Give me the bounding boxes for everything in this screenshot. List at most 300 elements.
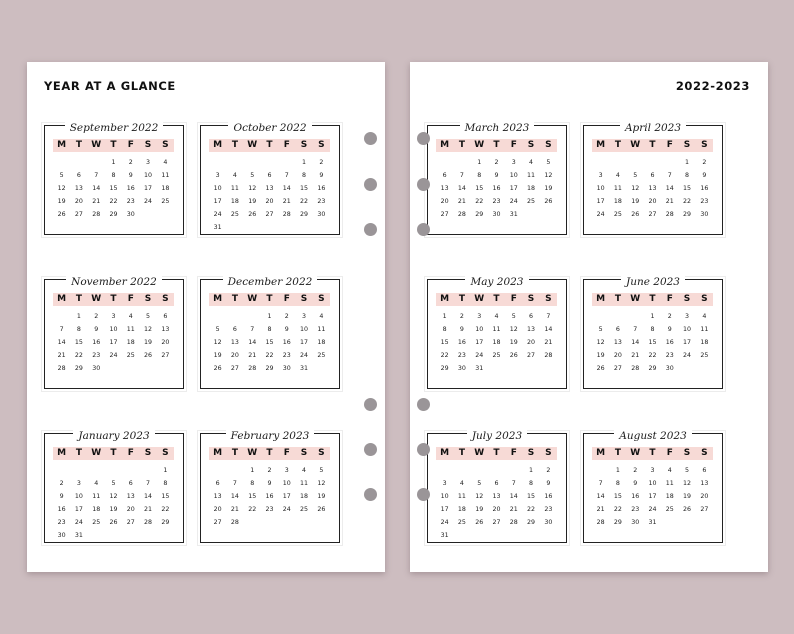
day-cell: 24 [475,352,484,359]
weekday-header [436,139,557,152]
empty-day-cell [436,156,453,169]
day-cell: 6 [163,313,168,320]
month-title [44,119,184,135]
month-name: April 2023 [620,122,686,134]
day-grid [592,310,713,375]
day-cell: 14 [230,493,239,500]
day-cell: 15 [265,339,274,346]
weekday-label: T [231,294,238,304]
month-name: March 2023 [460,122,535,134]
day-cell: 9 [494,172,499,179]
empty-day-cell [53,310,70,323]
day-cell: 24 [683,352,692,359]
month-calendar [200,273,340,387]
day-cell: 20 [126,506,135,513]
empty-day-cell [436,464,453,477]
weekday-label: S [318,294,325,304]
empty-day-cell [53,464,70,477]
day-cell: 14 [248,339,257,346]
day-cell: 26 [475,519,484,526]
day-cell: 1 [163,467,168,474]
day-cell: 24 [596,211,605,218]
day-cell: 18 [126,339,135,346]
day-cell: 13 [265,185,274,192]
day-cell: 5 [546,159,551,166]
day-cell: 20 [648,198,657,205]
day-cell: 19 [631,198,640,205]
day-cell: 20 [440,198,449,205]
weekday-label: S [545,140,552,150]
day-cell: 13 [213,493,222,500]
weekday-label: F [666,294,673,304]
day-cell: 10 [109,326,118,333]
day-cell: 5 [685,467,690,474]
day-cell: 28 [282,211,291,218]
day-cell: 7 [284,172,289,179]
day-cell: 16 [282,339,291,346]
weekday-label: T [614,294,621,304]
day-cell: 28 [57,365,66,372]
weekday-label: S [701,448,708,458]
day-cell: 13 [527,326,536,333]
day-cell: 10 [300,326,309,333]
day-cell: 9 [319,172,324,179]
day-cell: 18 [92,506,101,513]
month-calendar [427,119,567,233]
day-cell: 25 [317,352,326,359]
day-cell: 5 [111,480,116,487]
day-cell: 11 [230,185,239,192]
weekday-label: W [247,448,258,458]
day-grid [436,310,557,375]
day-cell: 4 [615,172,620,179]
day-cell: 15 [161,493,170,500]
day-grid [209,156,330,234]
month-name: October 2022 [228,122,311,134]
day-cell: 15 [527,493,536,500]
month-name: January 2023 [73,430,154,442]
day-cell: 29 [648,365,657,372]
day-cell: 3 [685,313,690,320]
day-cell: 1 [529,467,534,474]
month-title [427,427,567,443]
weekday-label: S [545,448,552,458]
weekday-label: M [596,294,606,304]
weekday-label: M [440,140,450,150]
day-cell: 4 [459,480,464,487]
day-cell: 31 [648,519,657,526]
day-cell: 8 [529,480,534,487]
day-cell: 25 [492,352,501,359]
day-cell: 27 [648,211,657,218]
day-cell: 13 [648,185,657,192]
weekday-label: W [630,140,641,150]
empty-day-cell [70,156,87,169]
day-cell: 20 [700,493,709,500]
weekday-label: S [527,448,535,458]
binder-hole [417,488,430,501]
day-cell: 29 [109,211,118,218]
day-cell: 22 [161,506,170,513]
day-cell: 24 [144,198,153,205]
day-cell: 9 [459,326,464,333]
weekday-label: T [614,140,621,150]
weekday-label: M [440,448,450,458]
weekday-header [592,293,713,306]
right-planner-page [410,62,768,572]
day-cell: 3 [650,467,655,474]
empty-day-cell [209,310,226,323]
day-cell: 7 [511,480,516,487]
day-cell: 24 [109,352,118,359]
day-cell: 28 [230,519,239,526]
day-cell: 11 [700,326,709,333]
month-title [583,427,723,443]
day-cell: 24 [213,211,222,218]
day-grid [436,464,557,542]
day-cell: 13 [126,493,135,500]
day-grid [53,156,174,221]
empty-day-cell [592,464,609,477]
day-cell: 5 [146,313,151,320]
day-cell: 4 [302,467,307,474]
day-cell: 1 [111,159,116,166]
weekday-label: W [91,448,102,458]
day-cell: 26 [144,352,153,359]
weekday-label: M [213,140,223,150]
day-cell: 11 [527,172,536,179]
day-cell: 8 [111,172,116,179]
day-cell: 10 [683,326,692,333]
weekday-label: S [683,294,691,304]
day-cell: 25 [457,519,466,526]
day-cell: 26 [248,211,257,218]
month-name: August 2023 [614,430,692,442]
day-cell: 21 [92,198,101,205]
day-cell: 9 [667,326,672,333]
day-cell: 4 [702,313,707,320]
day-cell: 18 [665,493,674,500]
day-cell: 23 [631,506,640,513]
empty-day-cell [471,464,488,477]
day-cell: 25 [613,211,622,218]
day-cell: 22 [265,352,274,359]
day-cell: 7 [667,172,672,179]
day-cell: 2 [633,467,638,474]
weekday-header [53,447,174,460]
day-grid [53,310,174,375]
weekday-header [209,139,330,152]
day-cell: 17 [74,506,83,513]
day-cell: 4 [232,172,237,179]
weekday-label: S [162,140,169,150]
day-cell: 19 [544,185,553,192]
day-cell: 29 [683,211,692,218]
empty-day-cell [226,156,243,169]
weekday-label: S [527,140,535,150]
empty-day-cell [488,464,505,477]
day-cell: 5 [633,172,638,179]
day-cell: 9 [267,480,272,487]
weekday-label: T [458,448,465,458]
empty-day-cell [505,464,522,477]
weekday-label: W [474,294,485,304]
day-cell: 3 [511,159,516,166]
day-cell: 5 [598,326,603,333]
weekday-label: S [527,294,535,304]
day-cell: 20 [213,506,222,513]
day-cell: 13 [492,493,501,500]
day-cell: 21 [596,506,605,513]
day-cell: 6 [650,172,655,179]
day-cell: 30 [282,365,291,372]
empty-day-cell [209,156,226,169]
day-cell: 15 [613,493,622,500]
month-title [200,119,340,135]
empty-day-cell [453,156,470,169]
weekday-label: T [649,448,656,458]
day-cell: 23 [265,506,274,513]
day-cell: 7 [94,172,99,179]
day-cell: 6 [267,172,272,179]
day-cell: 27 [613,365,622,372]
day-cell: 30 [665,365,674,372]
day-cell: 25 [665,506,674,513]
weekday-label: T [493,448,500,458]
day-cell: 17 [509,185,518,192]
day-cell: 27 [126,519,135,526]
day-cell: 26 [213,365,222,372]
day-cell: 16 [700,185,709,192]
day-cell: 25 [230,211,239,218]
binder-hole [364,443,377,456]
weekday-label: T [110,294,117,304]
month-name: September 2022 [65,122,164,134]
empty-day-cell [122,464,139,477]
day-cell: 28 [457,211,466,218]
day-cell: 19 [683,493,692,500]
day-cell: 9 [94,326,99,333]
weekday-label: S [162,448,169,458]
day-cell: 27 [161,352,170,359]
empty-day-cell [105,464,122,477]
binder-hole [417,443,430,456]
day-cell: 12 [213,339,222,346]
day-cell: 23 [492,198,501,205]
day-cell: 14 [282,185,291,192]
day-cell: 20 [161,339,170,346]
day-cell: 11 [613,185,622,192]
day-cell: 28 [248,365,257,372]
day-cell: 26 [596,365,605,372]
day-cell: 20 [492,506,501,513]
weekday-label: T [75,294,82,304]
month-name: December 2022 [223,276,318,288]
weekday-label: F [127,140,134,150]
weekday-label: F [283,140,290,150]
binder-hole [364,398,377,411]
day-cell: 6 [232,326,237,333]
day-cell: 19 [596,352,605,359]
weekday-label: T [75,448,82,458]
day-cell: 16 [317,185,326,192]
day-cell: 15 [248,493,257,500]
day-cell: 16 [457,339,466,346]
day-cell: 23 [57,519,66,526]
empty-day-cell [209,464,226,477]
day-cell: 14 [665,185,674,192]
day-cell: 11 [126,326,135,333]
day-cell: 30 [544,519,553,526]
day-cell: 2 [284,313,289,320]
weekday-label: S [144,294,152,304]
day-cell: 6 [529,313,534,320]
day-cell: 17 [144,185,153,192]
day-cell: 14 [509,493,518,500]
binder-hole [364,132,377,145]
day-cell: 7 [633,326,638,333]
weekday-label: T [266,140,273,150]
day-cell: 12 [631,185,640,192]
day-cell: 15 [300,185,309,192]
day-cell: 17 [300,339,309,346]
day-cell: 3 [302,313,307,320]
day-cell: 14 [144,493,153,500]
day-cell: 25 [126,352,135,359]
day-cell: 23 [317,198,326,205]
day-cell: 27 [265,211,274,218]
weekday-label: W [474,140,485,150]
day-cell: 8 [163,480,168,487]
day-cell: 6 [76,172,81,179]
empty-day-cell [609,156,626,169]
month-title [44,427,184,443]
empty-day-cell [661,156,678,169]
day-cell: 29 [161,519,170,526]
binder-hole [417,178,430,191]
month-title [427,119,567,135]
empty-day-cell [261,156,278,169]
day-cell: 19 [57,198,66,205]
day-cell: 1 [250,467,255,474]
day-cell: 13 [161,326,170,333]
day-cell: 29 [440,365,449,372]
day-cell: 22 [683,198,692,205]
day-cell: 18 [700,339,709,346]
weekday-label: S [162,294,169,304]
weekday-label: W [474,448,485,458]
day-cell: 10 [596,185,605,192]
day-cell: 2 [494,159,499,166]
day-cell: 15 [440,339,449,346]
day-cell: 31 [509,211,518,218]
month-calendar [200,427,340,541]
day-cell: 26 [109,519,118,526]
day-cell: 12 [683,480,692,487]
day-cell: 9 [128,172,133,179]
day-cell: 2 [546,467,551,474]
day-cell: 21 [631,352,640,359]
weekday-label: W [91,294,102,304]
day-cell: 22 [300,198,309,205]
day-cell: 16 [492,185,501,192]
day-cell: 19 [475,506,484,513]
day-cell: 8 [250,480,255,487]
day-cell: 1 [685,159,690,166]
day-cell: 19 [109,506,118,513]
day-cell: 28 [92,211,101,218]
day-cell: 17 [440,506,449,513]
day-cell: 27 [492,519,501,526]
day-cell: 18 [527,185,536,192]
weekday-label: F [666,448,673,458]
day-cell: 25 [527,198,536,205]
day-cell: 27 [74,211,83,218]
day-cell: 14 [631,339,640,346]
day-cell: 31 [213,224,222,231]
day-cell: 1 [267,313,272,320]
day-cell: 21 [248,352,257,359]
weekday-label: F [127,448,134,458]
month-name: July 2023 [467,430,527,442]
empty-day-cell [88,464,105,477]
empty-day-cell [70,464,87,477]
weekday-label: T [458,140,465,150]
day-cell: 19 [144,339,153,346]
day-cell: 7 [59,326,64,333]
day-cell: 14 [544,326,553,333]
day-cell: 21 [230,506,239,513]
weekday-header [209,447,330,460]
day-cell: 3 [146,159,151,166]
day-cell: 21 [144,506,153,513]
day-cell: 19 [248,198,257,205]
day-cell: 18 [300,493,309,500]
day-cell: 6 [215,480,220,487]
day-cell: 19 [317,493,326,500]
day-cell: 3 [598,172,603,179]
day-cell: 6 [494,480,499,487]
day-cell: 3 [215,172,220,179]
day-cell: 20 [230,352,239,359]
month-title [200,273,340,289]
day-cell: 1 [615,467,620,474]
weekday-label: M [213,448,223,458]
day-cell: 8 [302,172,307,179]
day-cell: 8 [650,326,655,333]
day-cell: 21 [665,198,674,205]
day-cell: 4 [163,159,168,166]
weekday-label: T [110,140,117,150]
day-cell: 11 [300,480,309,487]
day-cell: 8 [442,326,447,333]
day-cell: 27 [230,365,239,372]
day-cell: 12 [475,493,484,500]
weekday-label: W [91,140,102,150]
weekday-label: M [596,448,606,458]
day-cell: 20 [613,352,622,359]
day-cell: 7 [546,313,551,320]
day-cell: 12 [109,493,118,500]
day-cell: 4 [494,313,499,320]
day-cell: 6 [128,480,133,487]
day-cell: 30 [492,211,501,218]
day-cell: 10 [509,172,518,179]
day-grid [53,464,174,542]
day-cell: 13 [613,339,622,346]
day-cell: 27 [700,506,709,513]
empty-day-cell [453,464,470,477]
